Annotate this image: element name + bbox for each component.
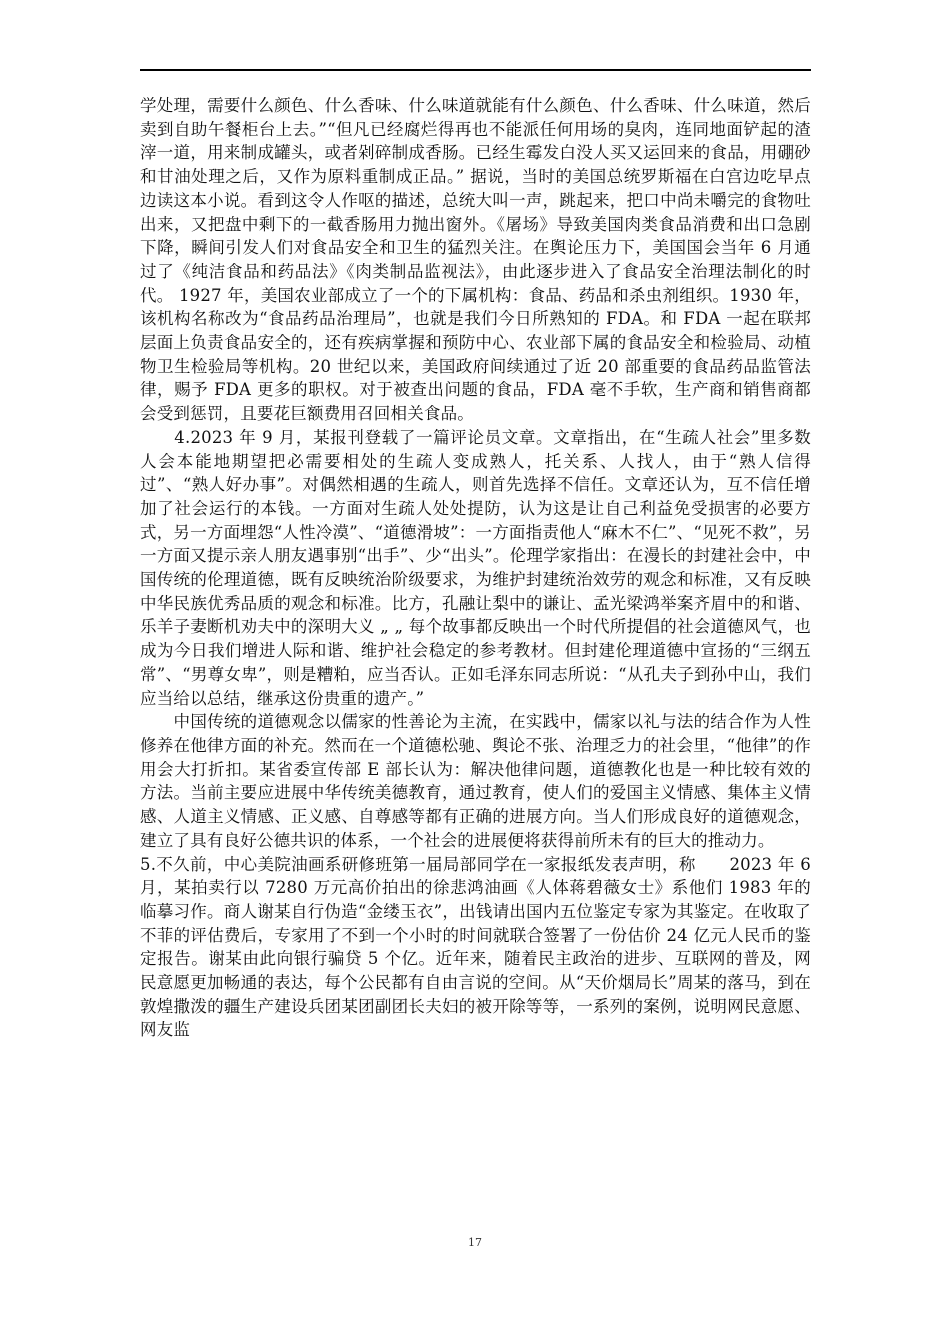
paragraph-4: 5.不久前，中心美院油画系研修班第一届局部同学在一家报纸发表声明，称 2023 年 6 月，某拍卖行以 7280 万元高价拍出的徐悲鸿油画《人体蒋碧薇女士》系他们 1983 年的临摹习作。商人谢某自行伪造“金缕玉衣”，出钱请出国内五位鉴定专家为其鉴定。在收取了不菲的评估费后，专家用了不到一个小时的时间就联合签署了一份估价 24 亿元人民币的鉴定报告。谢某由此向银行骗贷 5 个亿。近年来，随着民主政治的进步、互联网的普及，网民意愿更加畅通的表达，每个公民都有自由言说的空间。从“天价烟局长”周某的落马，到在敦煌撒泼的疆生产建设兵团某团副团长夫妇的被开除等等，一系列的案例，说明网民意愿、网友监 bbox=[140, 854, 811, 1040]
paragraph-1: 学处理，需要什么颜色、什么香味、什么味道就能有什么颜色、什么香味、什么味道，然后卖到自助午餐柜台上去。”“但凡已经腐烂得再也不能派任何用场的臭肉，连同地面铲起的渣滓一道，用来制成罐头，或者剁碎制成香肠。已经生霉发白没人买又运回来的食品，用硼砂和甘油处理之后，又作为原料重制成正品。” 据说，当时的美国总统罗斯福在白宫边吃早点边读这本小说。看到这令人作呕的描述，总统大叫一声，跳起来，把口中尚未嚼完的食物吐出来，又把盘中剩下的一截香肠用力抛出窗外。《屠场》导致美国肉类食品消费和出口急剧下降，瞬间引发人们对食品安全和卫生的猛烈关注。在舆论压力下，美国国会当年 6 月通过了《纯洁食品和药品法》《肉类制品监视法》，由此逐步进入了食品安全治理法制化的时代。 1927 年，美国农业部成立了一个的下属机构：食品、药品和杀虫剂组织。1930 年，该机构名称改为“食品药品治理局”，也就是我们今日所熟知的 FDA。和 FDA 一起在联邦层面上负责食品安全的，还有疾病掌握和预防中心、农业部下属的食品安全和检验局、动植物卫生检验局等机构。20 世纪以来，美国政府间续通过了近 20 部重要的食品药品监管法律，赐予 FDA 更多的职权。对于被查出问题的食品，FDA 毫不手软，生产商和销售商都会受到惩罚，且要花巨额费用召回相关食品。 bbox=[140, 96, 811, 424]
document-body bbox=[140, 94, 811, 1042]
page-number: 17 bbox=[468, 1236, 482, 1249]
paragraph-2: 4.2023 年 9 月，某报刊登载了一篇评论员文章。文章指出，在“生疏人社会”里多数人会本能地期望把必需要相处的生疏人变成熟人，托关系、人找人，由于“熟人信得过”、“熟人好办事”。对偶然相遇的生疏人，则首先选择不信任。文章还认为，互不信任增加了社会运行的本钱。一方面对生疏人处处提防，认为这是让自己利益免受损害的必要方式，另一方面埋怨“人性冷漠”、“道德滑坡”：一方面指责他人“麻木不仁”、“见死不救”，另一方面又提示亲人朋友遇事别“出手”、少“出头”。伦理学家指出：在漫长的封建社会中，中国传统的伦理道德，既有反映统治阶级要求，为维护封建统治效劳的观念和标准，又有反映中华民族优秀品质的观念和标准。比方，孔融让梨中的谦让、孟光梁鸿举案齐眉中的和谐、乐羊子妻断机劝夫中的深明大义 „ „ 每个故事都反映出一个时代所提倡的社会道德风气，也成为今日我们增进人际和谐、维护社会稳定的参考教材。但封建伦理道德中宣扬的“三纲五常”、“男尊女卑”，则是糟粕，应当否认。正如毛泽东同志所说：“从孔夫子到孙中山，我们应当给以总结，继承这份贵重的遗产。” bbox=[140, 427, 811, 708]
header-rule bbox=[140, 69, 811, 71]
paragraph-3: 中国传统的道德观念以儒家的性善论为主流，在实践中，儒家以礼与法的结合作为人性修养在他律方面的补充。然而在一个道德松驰、舆论不张、治理乏力的社会里，“他律”的作用会大打折扣。某省委宣传部 E 部长认为：解决他律问题，道德教化也是一种比较有效的方法。当前主要应进展中华传统美德教育，通过教育，使人们的爱国主义情感、集体主义情感、人道主义情感、正义感、自尊感等都有正确的进展方向。当人们形成良好的道德观念，建立了具有良好公德共识的体系，一个社会的进展便将获得前所未有的巨大的推动力。 bbox=[140, 712, 811, 850]
